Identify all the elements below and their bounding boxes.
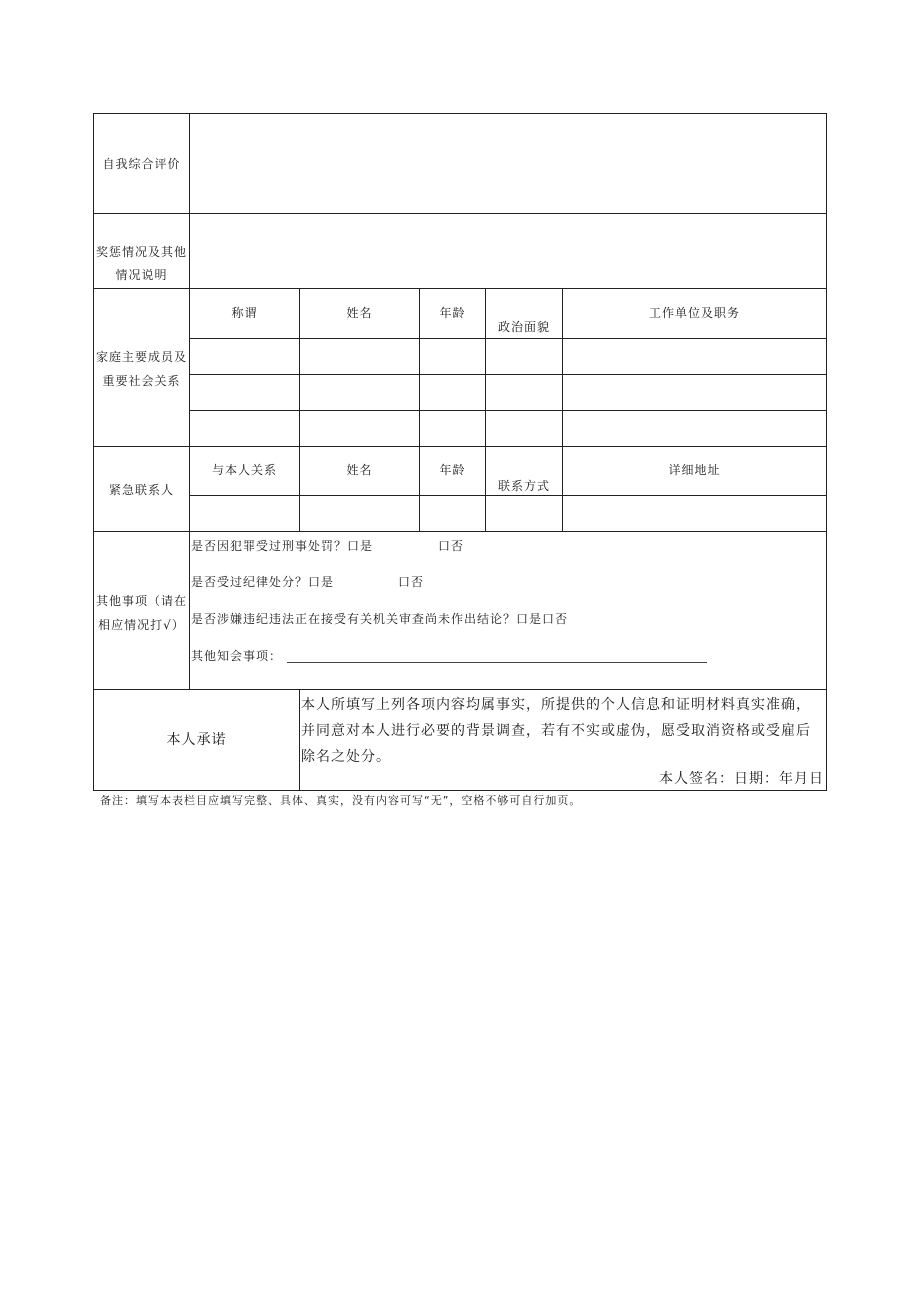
emergency-label: 紧急联系人 xyxy=(108,483,174,497)
commitment-line2: 并同意对本人进行必要的背景调查，若有不实或虚伪，愿受取消资格或受雇后 xyxy=(301,723,811,739)
awards-label-line2: 情况说明 xyxy=(115,268,168,282)
table-border-right xyxy=(826,113,827,791)
self-eval-label: 自我综合评价 xyxy=(102,157,181,171)
family-header-political: 政治面貌 xyxy=(497,320,550,334)
family-header-name: 姓名 xyxy=(346,306,373,320)
criminal-record-no-option[interactable]: 口否 xyxy=(438,539,465,553)
family-header-age: 年龄 xyxy=(439,306,466,320)
footnote: 备注：填写本表栏目应填写完整、具体、真实，没有内容可写“无”，空格不够可自行加页。 xyxy=(100,794,582,807)
family-label-line2: 重要社会关系 xyxy=(102,374,181,388)
discipline-question: 是否受过纪律处分？口是 xyxy=(191,575,335,589)
awards-field[interactable] xyxy=(190,214,826,288)
signature-date-line[interactable]: 本人签名：日期：年月日 xyxy=(659,771,824,787)
commitment-line3: 除名之处分。 xyxy=(301,749,391,765)
other-notice-field[interactable] xyxy=(287,662,707,663)
table-border-left xyxy=(93,113,94,791)
emergency-header-name: 姓名 xyxy=(346,463,373,477)
other-label-line1: 其他事项（请在 xyxy=(95,594,187,608)
column-divider xyxy=(419,288,420,531)
emergency-header-age: 年龄 xyxy=(439,463,466,477)
family-header-title: 称谓 xyxy=(231,306,258,320)
awards-label-line1: 奖惩情况及其他 xyxy=(95,245,187,259)
investigation-question: 是否涉嫌违纪违法正在接受有关机关审查尚未作出结论？口是口否 xyxy=(191,612,569,626)
discipline-no-option[interactable]: 口否 xyxy=(398,575,425,589)
commitment-label: 本人承诺 xyxy=(166,732,227,748)
self-eval-field[interactable] xyxy=(190,114,826,213)
row-divider xyxy=(189,338,827,339)
column-divider xyxy=(299,288,300,531)
emergency-header-contact: 联系方式 xyxy=(497,479,550,493)
row-divider xyxy=(93,446,827,447)
family-header-employer: 工作单位及职务 xyxy=(648,306,740,320)
column-divider xyxy=(562,288,563,531)
row-divider xyxy=(189,374,827,375)
criminal-record-question: 是否因犯罪受过刑事处罚？口是 xyxy=(191,539,374,553)
row-divider xyxy=(189,410,827,411)
other-label-line2: 相应情况打√） xyxy=(98,618,185,632)
other-notice-label: 其他知会事项： xyxy=(191,649,283,663)
emergency-header-relation: 与本人关系 xyxy=(211,463,277,477)
row-divider xyxy=(93,689,827,690)
family-label-line1: 家庭主要成员及 xyxy=(95,350,187,364)
row-divider xyxy=(189,495,827,496)
commitment-divider xyxy=(299,689,300,791)
row-divider xyxy=(93,531,827,532)
row-divider xyxy=(93,288,827,289)
commitment-line1: 本人所填写上列各项内容均属事实，所提供的个人信息和证明材料真实准确， xyxy=(301,697,811,713)
emergency-header-address: 详细地址 xyxy=(668,463,721,477)
